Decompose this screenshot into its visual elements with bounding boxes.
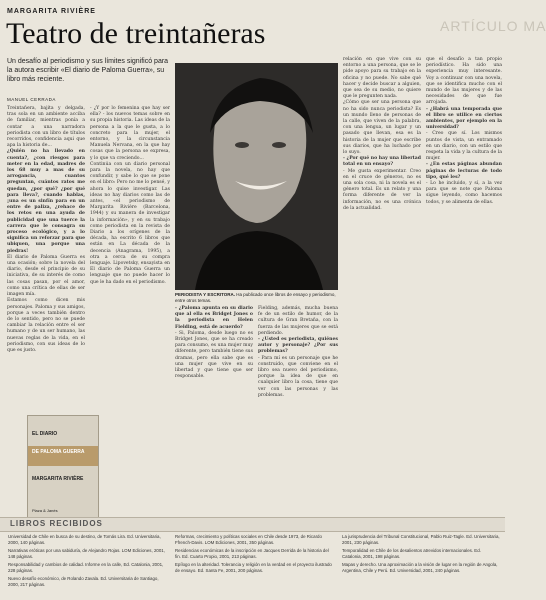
article-deck: Un desafío al periodismo y sus límites significó para la autora escribir «El diario de Paloma Guerra», su libro más reciente. xyxy=(7,58,169,83)
article-kicker: MARGARITA RIVIÈRE xyxy=(7,8,96,15)
byline: MANUEL CERRADA xyxy=(7,97,56,102)
text-column-5: que el desafío a tan propio periodístico. Ha sido una experiencia muy interesante. Voy a continuar con una novela, que se identifica mucho con el mundo de las mujeres y de las necesidades de que fue arrojada. - ¿Habrá una temporada que el libro se utilice en ciertos ambientes, por ejemplo en la universidad? - Creo que sí. Los mismos puntos de vista, un entramado en un diario, con un estilo que respeta la vida y la cultura de la mujer. - ¿En estas páginas abundan páginas de lecturas de todo tipo, qué les? - Lo he incluido, y sí, a la vez para que se note que Paloma sigue leyendo, como hacemos todos, y se alimenta de ellas. xyxy=(426,57,502,205)
books-received-title: LIBROS RECIBIDOS xyxy=(10,519,103,528)
text-column-3b: Fielding, además, mucha buena fe de un estilo de humor, de la cultura de Gran Bretaña, con la fuerza de las mujeres que se está perdiendo. - ¿Usted es periodista, quiénes autor y personaje? ¿Por sus problemas? - Para mí es un personaje que he construido, que conviene en el libro sea nuevo del periodismo, porque la idea de que en cualquier libro la cosa, tiene que ver con las personas y las problemas. xyxy=(258,306,338,398)
text-column-3: - ¿Paloma apunta en su diario que al ella es Bridget Jones o la periodista en Helen Fielding, está de acuerdo? - Si, Paloma, desde luego no es Bridget Jones, que se ha creado para consumo, es una mujer muy diferente, pero también tiene sus dramas, pero ella sabe que es una mujer que vive en su libertad y que tiene que ser responsable. xyxy=(175,306,253,380)
books-column-2: Reformas, crecimiento y políticas sociales en Chile desde 1973, de Ricardo Ffrench-Davis. LOM Ediciones, 2001, 350 páginas. Residencias económicas de la inscripción en Jacques Derrida de la historia del fin. Ed. Cuarto Propio, 2001, 213 páginas. Epílogo en la alteridad. Tolerancia y religión en la verdad en el proyecto ilustrado de ensayo. Ed. Santa Fe, 2001, 200 páginas. xyxy=(175,534,332,573)
background-heading: ARTÍCULO MA xyxy=(440,18,546,34)
book-cover: EL DIARIO DE PALOMA GUERRA MARGARITA RIVIÈRE Plaza & Janés xyxy=(27,415,99,522)
books-column-3: La jurisprudencia del Tribunal Constitucional, Pablo Ruiz-Tagle. Ed. Universitaria, 2001, 230 páginas. Temporalidad en Chile de los desalientos atrevidos internacionales. Ed. Catalonia, 2001, 198 páginas. Mapas y derecho. Una aproximación a la visión de lugar en la región de Angola, Argentina, Chile y Perú. Ed. Universidad, 2001, 240 páginas. xyxy=(342,534,500,573)
text-column-4: relación en que vive con su entorno a una persona, que se le pide apoyo para su trabajo en la oficina y no puede. No sabe qué hacer y decide buscar a alguien, que sea de su medio, no quiere que le pregunten nada. ¿Cómo que ser una persona que no ha sido nunca periodista? Es un mundo lleno de personas de la calle, que viven de la palabra, con una lengua, un lugar y un pasado que llevan, esa es la historia de la mujer que escribe sus diarios, que ha luchado por lo suyo. - ¿Por qué no hay una libertad total en un ensayo? - Me gusta experimentar. Creo en el cruce de géneros, no es una sola cosa, ni la novela es el género total. Es un relato y una forma diferente de ver la información, no es una crónica de la actualidad. xyxy=(343,57,421,211)
text-column-1: Treintañera, bajita y delgada, tras sola en un ambiente acciba de familiar, mientras ponía a contar a una narradora periodista con un libro de títulos recorridos, confidencia aqui que apa la historia de... ¿Quién no ha llevado en cuenta?, ¿con riesgos para meter en la edad, madres de los 68 muy a mas de su arrogancia, cuantos preguntan, cuántos ratos me quedan, ¿por qué? ¿por qué para lleva?, cuando hablas, ¡una es un sinfín para en un entre de paliza, ¿rehace de los retos en una ayuda de publicidad que una tuerce la carrera que le consagra su proceso ecológico, y a lo significa un reforzar para que ubiquen, una porque una piedras! El diario de Paloma Guerra es una ocasión; sobre la novela del diario, desde el principio de su iniciativa, de su interés de como las cosas pasan, por el amor, como una crítica de ellas de ser imagen mía. Estamos como dicen mis personajes. Paloma y sus amigos, porque a veces también dentro de lo sentido, pero no se puede cambiar la relación entre el ser humano y de un ser humano, las nuevas reglas de la vida, en el periodismo, con sus ideas de lo que es justo. xyxy=(7,106,85,353)
article-title: Teatro de treintañeras xyxy=(6,17,266,50)
author-photo xyxy=(175,63,338,290)
books-column-1: Universidad de Chile en busca de su destino, de Tomás Lira. Ed. Universitaria, 2000, 140 páginas. Narrativas eróticas por una sabiduría, de Alejandro Rojas. LOM Ediciones, 2001, 148 páginas. Responsabilidad y cambios de calidad. Informe en la calle, Ed. Catalonia, 2001, 228 páginas. Nuevo desafío económico, de Rolando Zavala. Ed. Universitaria de Santiago, 2000, 217 páginas. xyxy=(8,534,165,587)
text-column-2: - ¿Y por lo femenina que hay ser ella? - los nuevos temas sobre en su propia historia. Las ideas de la persona a la que le gusta, a lo concreto para la mujer, el entorno, y la circunstancia Manuela Nervana, en la que hay cosas que la persona se expresa, y lo que va creciendo... Continúa con un diario personal para la novela, no hay que confundir, y sabe lo que se pone en el libro: Pero no me lo pensé, y ahora lo quise investigar. Las ideas no hay diarios como las de antes, «el periodismo de Margarita Rivière (Barcelona, 1944) y su manera de investigar la información», y en su trabajo como periodista en la revista de Diario a los orígenes de la década, ha escrito 6 libros que están en La década de la decencia (Anagrama, 1995), a otra a cerca de su compra lenguaje. Lipovetsky, ensayista en El diario de Paloma Guerra un lenguaje que no puede hacer lo que le ha dado en el periodismo. xyxy=(90,106,170,285)
photo-caption: PERIODISTA Y ESCRITORA. Ha publicado once libros de ensayo y periodismo, entre otros temas. xyxy=(175,292,336,303)
portrait-image xyxy=(175,63,338,290)
